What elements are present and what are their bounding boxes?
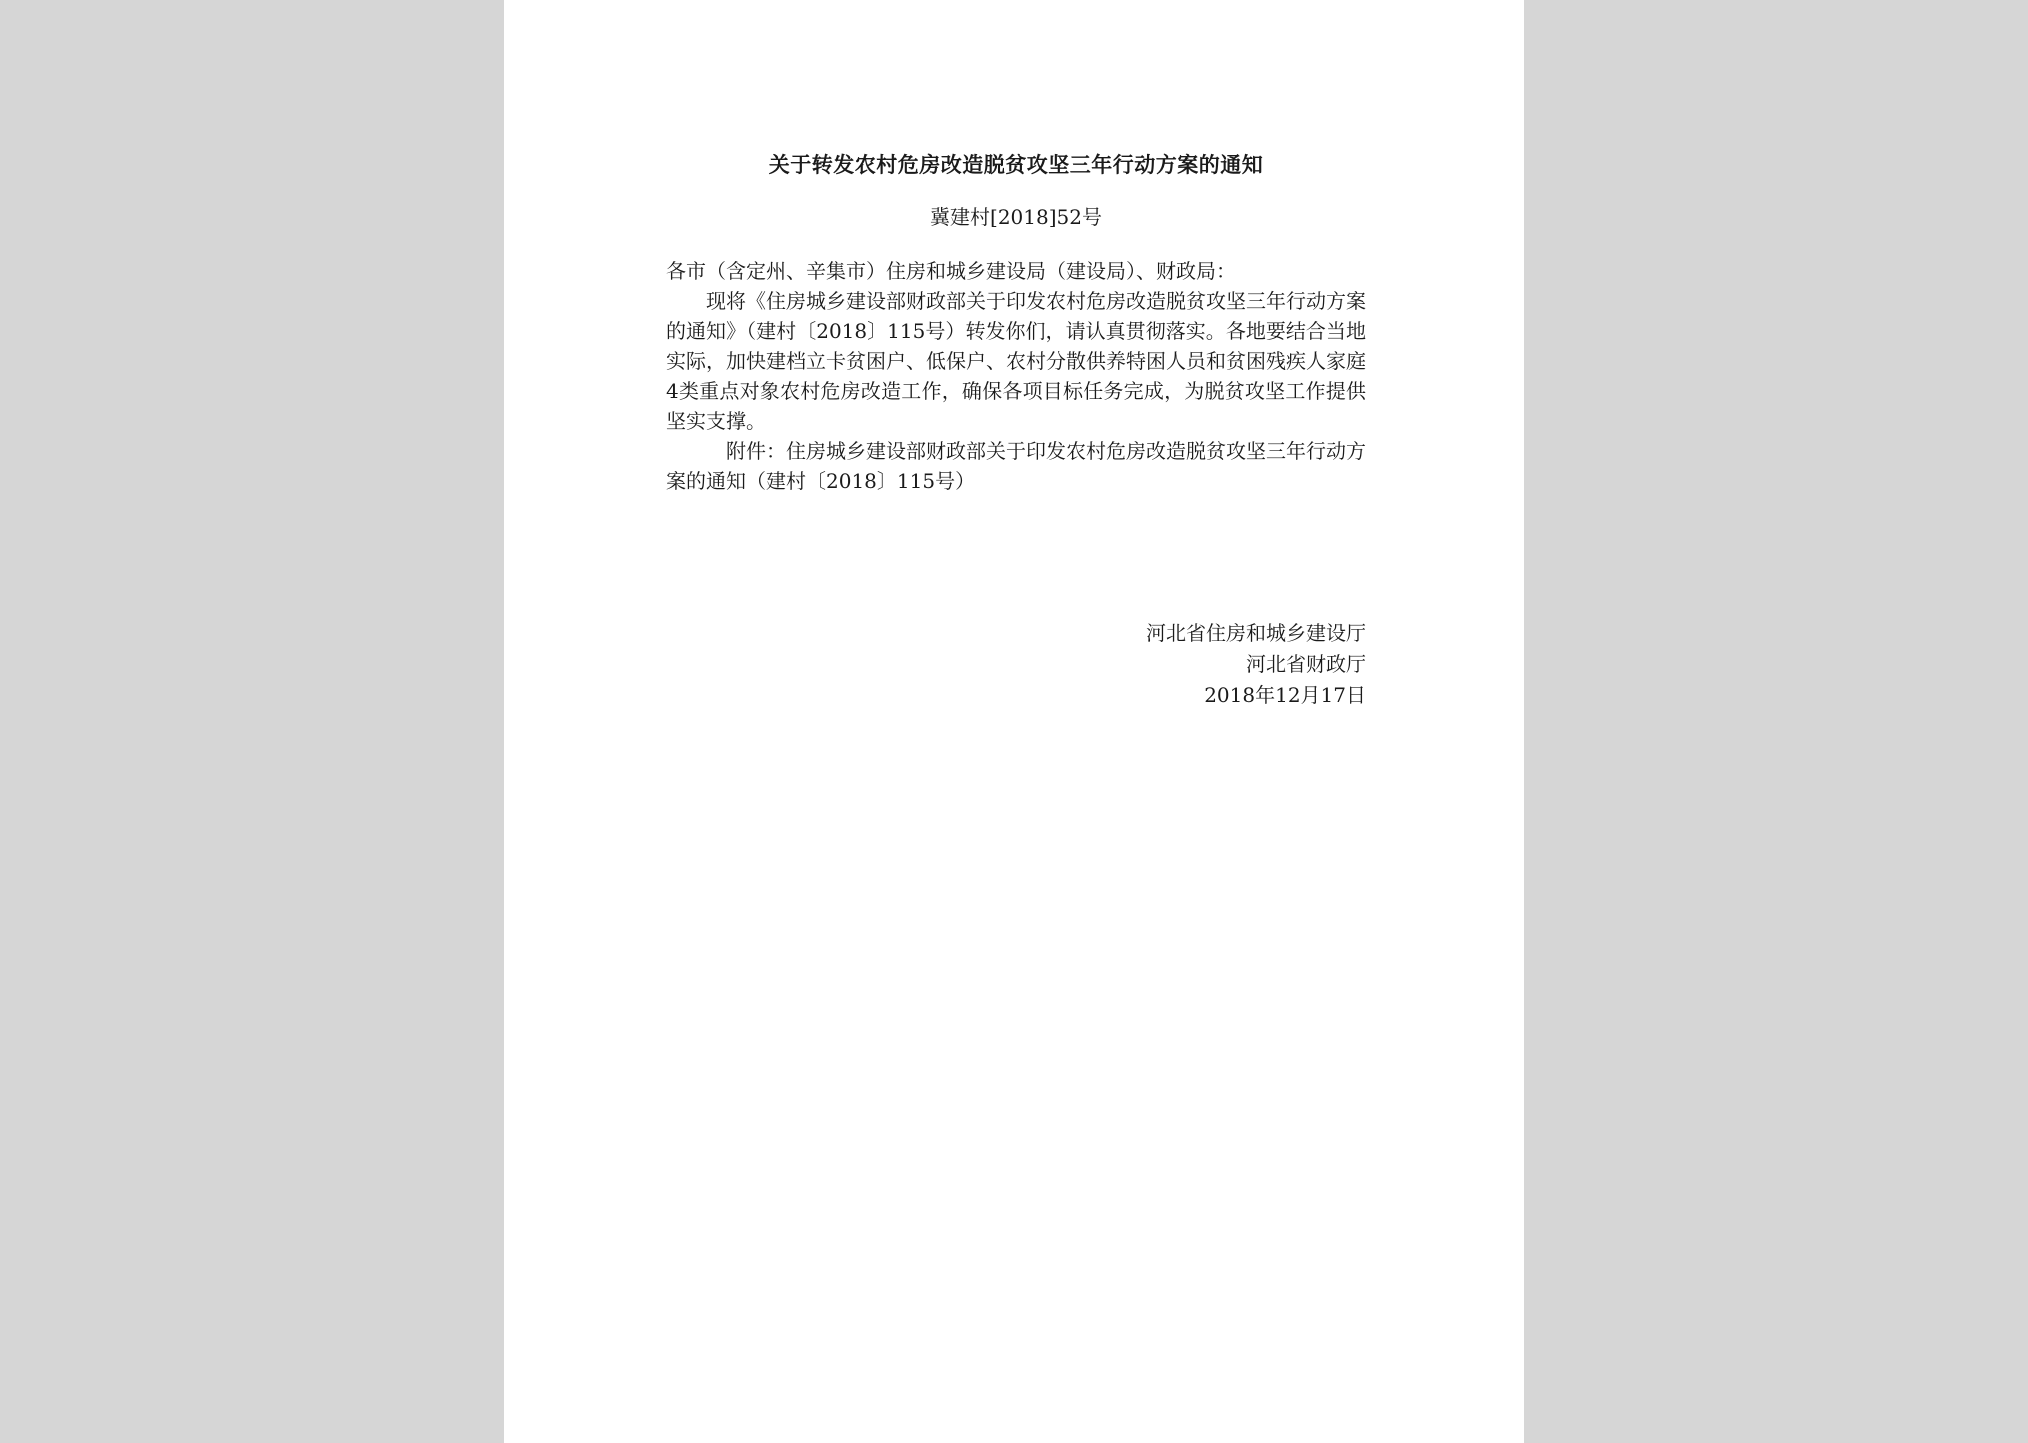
signatory-housing-department: 河北省住房和城乡建设厅 xyxy=(1146,621,1366,645)
signatory-finance-department: 河北省财政厅 xyxy=(1246,652,1366,676)
addressee: 各市（含定州、辛集市）住房和城乡建设局（建设局）、财政局： xyxy=(666,259,1236,283)
attachment-note: 附件：住房城乡建设部财政部关于印发农村危房改造脱贫攻坚三年行动方案的通知（建村〔2018〕115号） xyxy=(666,439,1366,493)
issue-date: 2018年12月17日 xyxy=(1204,683,1366,707)
document-page xyxy=(504,0,1524,1443)
document-content xyxy=(666,148,1366,711)
body-paragraph: 现将《住房城乡建设部财政部关于印发农村危房改造脱贫攻坚三年行动方案的通知》（建村〔2018〕115号）转发你们，请认真贯彻落实。各地要结合当地实际，加快建档立卡贫困户、低保户、农村分散供养特困人员和贫困残疾人家庭4类重点对象农村危房改造工作，确保各项目标任务完成，为脱贫攻坚工作提供坚实支撑。 xyxy=(666,289,1366,433)
document-number: 冀建村[2018]52号 xyxy=(930,205,1102,229)
document-title: 关于转发农村危房改造脱贫攻坚三年行动方案的通知 xyxy=(768,152,1264,177)
document-body xyxy=(666,256,1366,496)
signature-block xyxy=(666,618,1366,711)
